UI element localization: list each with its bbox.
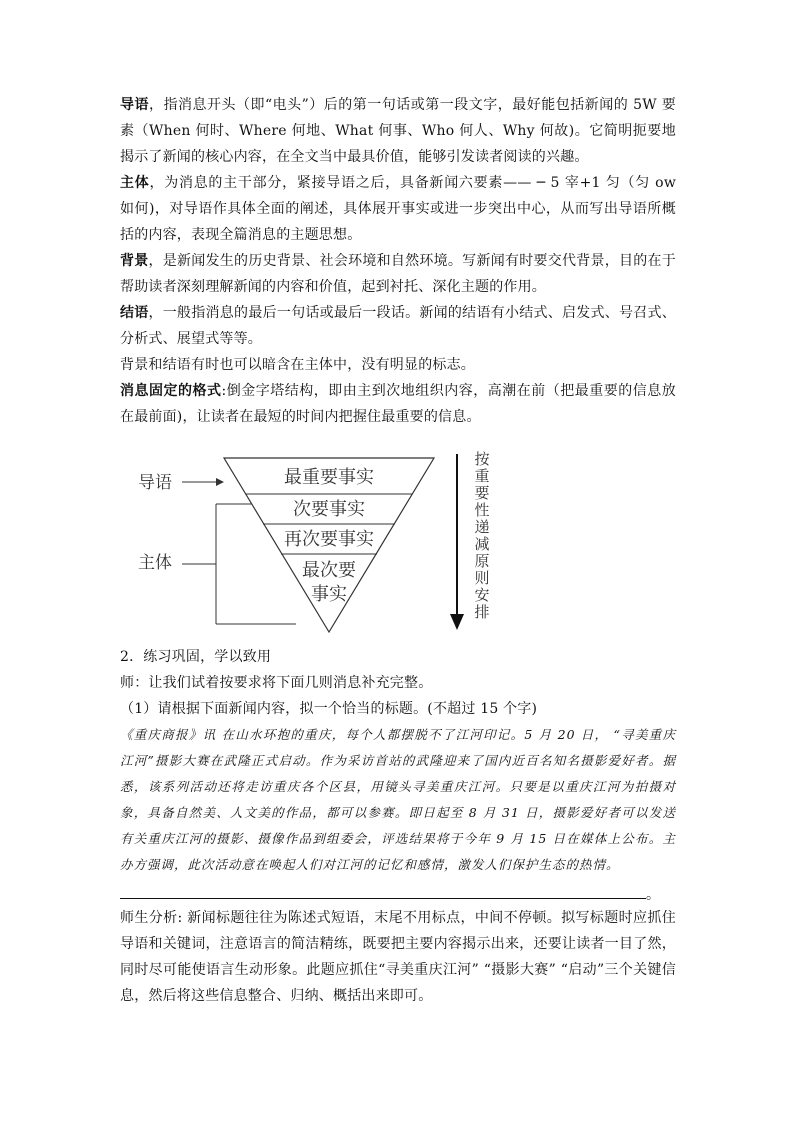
svg-text:递: 递	[474, 518, 490, 536]
svg-text:原: 原	[474, 552, 490, 570]
ending-term: 结语	[120, 305, 149, 321]
lead-text: ，指消息开头（即“电头”）后的第一句话或第一段文字，最好能包括新闻的 5W 要素（When 何时、Where 何地、What 何事、Who 何人、Why 何故)。它简明扼要地揭示了新闻的核心内容，在全文当中最具价值，能够引发读者阅读的兴趣。	[120, 97, 676, 165]
svg-text:重: 重	[474, 467, 490, 485]
note-paragraph: 背景和结语有时也可以暗含在主体中，没有明显的标志。	[120, 357, 475, 373]
svg-text:安: 安	[474, 586, 490, 604]
section-heading: 2．练习巩固，学以致用	[120, 649, 272, 665]
format-paragraph	[120, 378, 676, 430]
body-term: 主体	[120, 175, 150, 191]
svg-text:按: 按	[474, 450, 490, 468]
task-prompt: （1）请根据下面新闻内容，拟一个恰当的标题。(不超过 15 个字)	[120, 701, 538, 717]
background-paragraph	[120, 248, 676, 300]
ending-text: ，一般指消息的最后一句话或最后一段话。新闻的结语有小结式、启发式、号召式、分析式、展望式等等。	[120, 305, 676, 347]
diagram-lead-label: 导语	[138, 473, 172, 493]
lead-term: 导语	[120, 97, 149, 113]
inverted-pyramid-svg	[120, 434, 500, 636]
news-excerpt: 《重庆商报》讯 在山水环抱的重庆，每个人都摆脱不了江河印记。5 月 20 日， “寻美重庆江河”摄影大赛在武隆正式启动。作为采访首站的武隆迎来了国内近百名知名摄影爱好者。据悉，该系列活动还将走访重庆各个区县，用镜头寻美重庆江河。只要是以重庆江河为拍摄对象，具备自然美、人文美的作品，都可以参赛。即日起至 8 月 31 日，摄影爱好者可以发送有关重庆江河的摄影、摄像作品到组委会，评选结果将于今年 9 月 15 日在媒体上公布。主办方强调，此次活动意在唤起人们对江河的记忆和感情，激发人们保护生态的热情。	[120, 727, 676, 872]
analysis-paragraph: 师生分析: 新闻标题往往为陈述式短语，末尾不用标点，中间不停顿。拟写标题时应抓住导语和关键词，注意语言的简洁精练，既要把主要内容揭示出来，还要让读者一目了然，同时尽可能使语言生动形象。此题应抓住“寻美重庆江河” “摄影大赛” “启动”三个关键信息，然后将这些信息整合、归纳、概括出来即可。	[120, 910, 676, 1004]
background-term: 背景	[120, 253, 149, 269]
pyramid-layer-2: 次要事实	[293, 499, 365, 520]
importance-arrowhead	[450, 614, 464, 630]
pyramid-layer-1: 最重要事实	[284, 467, 374, 488]
arrow-vertical-text	[474, 450, 490, 621]
teacher-instruction: 师：让我们试着按要求将下面几则消息补充完整。	[120, 675, 433, 691]
answer-blank-period: 。	[646, 887, 660, 903]
svg-text:减: 减	[474, 535, 490, 553]
format-term: 消息固定的格式	[120, 383, 222, 399]
inverted-pyramid-diagram	[120, 434, 676, 636]
lead-paragraph	[120, 92, 676, 170]
svg-text:则: 则	[474, 569, 490, 587]
svg-text:排: 排	[474, 603, 490, 621]
pyramid-layer-4b: 事实	[311, 584, 347, 605]
svg-text:要: 要	[474, 484, 490, 502]
format-text: :倒金字塔结构，即由主到次地组织内容，高潮在前（把最重要的信息放在最前面)，让读者在最短的时间内把握住最重要的信息。	[120, 383, 676, 425]
background-text: ，是新闻发生的历史背景、社会环境和自然环境。写新闻有时要交代背景，目的在于帮助读者深刻理解新闻的内容和价值，起到衬托、深化主题的作用。	[120, 253, 676, 295]
lead-arrowhead	[216, 478, 224, 486]
svg-text:性: 性	[474, 501, 490, 519]
pyramid-layer-4a: 最次要	[302, 560, 356, 581]
document-body	[120, 92, 676, 1009]
diagram-body-label: 主体	[138, 553, 172, 573]
answer-blank[interactable]	[120, 878, 660, 903]
ending-paragraph	[120, 300, 676, 352]
body-text: ，为消息的主干部分，紧接导语之后，具备新闻六要素—— ─ 5 宰+1 匀（匀 ow 如何)，对导语作具体全面的阐述，具体展开事实或进一步突出中心，从而写出导语所概括的内容，表现全篇消息的主题思想。	[120, 175, 676, 243]
pyramid-layer-3: 再次要事实	[284, 529, 374, 550]
body-paragraph	[120, 170, 676, 248]
